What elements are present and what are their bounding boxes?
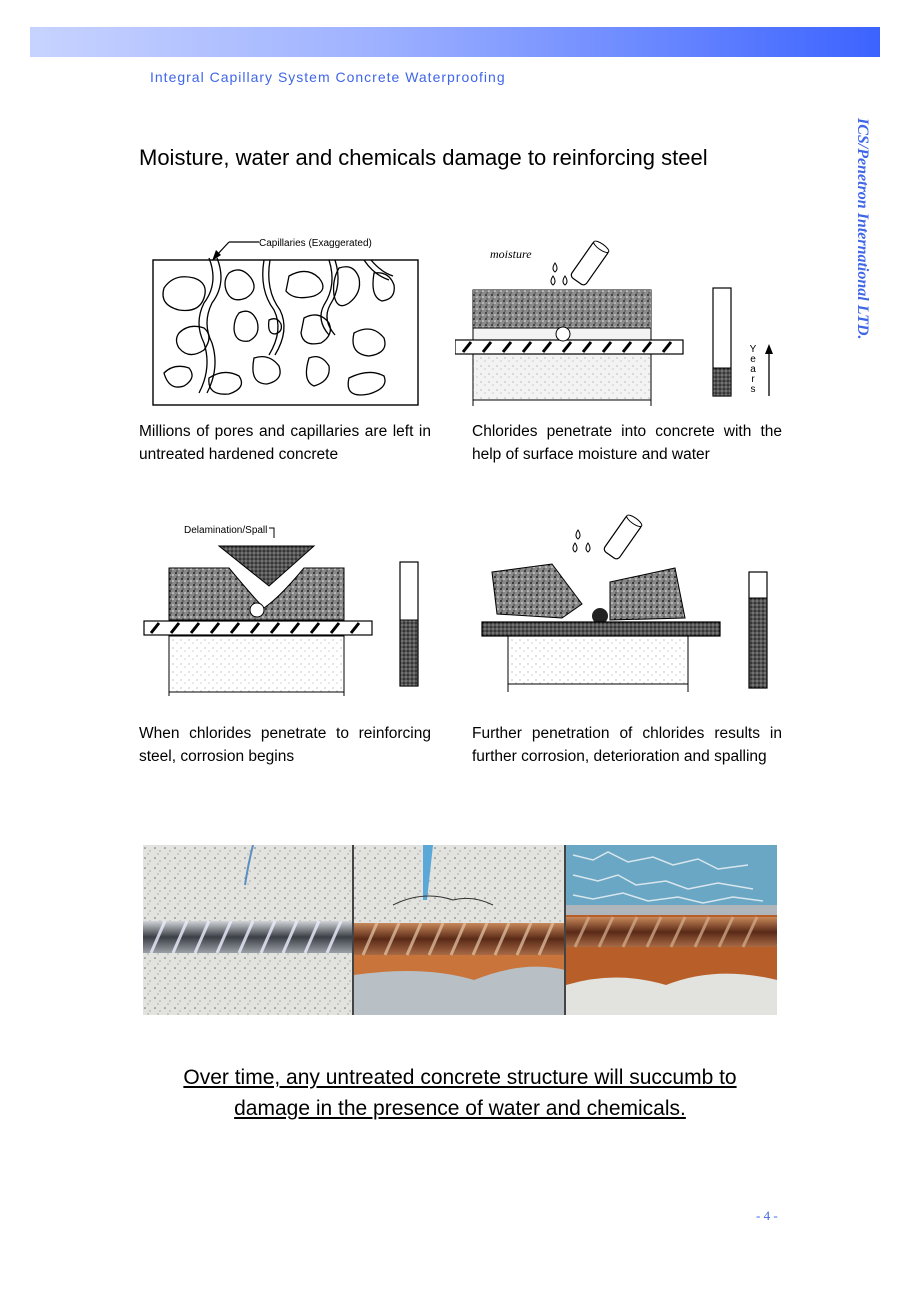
caption-moisture: Chlorides penetrate into concrete with the help of surface moisture and water: [472, 423, 782, 463]
conclusion-line-1: Over time, any untreated concrete structure will succumb to: [183, 1066, 737, 1089]
caption-corrosion: When chlorides penetrate to reinforcing steel, corrosion begins: [139, 725, 431, 765]
page-number: - 4 -: [756, 1208, 778, 1223]
moisture-label: moisture: [490, 247, 532, 261]
page-heading: Moisture, water and chemicals damage to reinforcing steel: [139, 145, 708, 170]
figure-spalling: [470, 510, 780, 700]
years-letter-e: e: [750, 354, 756, 365]
capillaries-label: Capillaries (Exaggerated): [259, 238, 372, 249]
caption-spalling: Further penetration of chlorides results in further corrosion, deterioration and spalling: [472, 725, 782, 765]
figure-moisture: [455, 228, 785, 413]
delamination-label: Delamination/Spall: [184, 525, 268, 536]
caption-capillaries: Millions of pores and capillaries are left in untreated hardened concrete: [139, 423, 431, 463]
header-title: Integral Capillary System Concrete Waterproofing: [150, 69, 506, 85]
years-letter-r: r: [751, 374, 755, 385]
conclusion-line-2: damage in the presence of water and chemicals.: [234, 1097, 686, 1120]
years-letter-s: s: [750, 384, 756, 395]
header-band: [30, 27, 880, 57]
figure-capillaries: [139, 228, 439, 413]
side-brand: ICS/Penetron International LTD.: [854, 118, 871, 340]
years-letter-a: a: [750, 364, 756, 375]
rebar-deterioration-image: [143, 845, 777, 1015]
years-letter-y: Y: [749, 344, 757, 355]
conclusion-statement: [100, 1062, 820, 1124]
figure-delamination: [139, 518, 439, 698]
